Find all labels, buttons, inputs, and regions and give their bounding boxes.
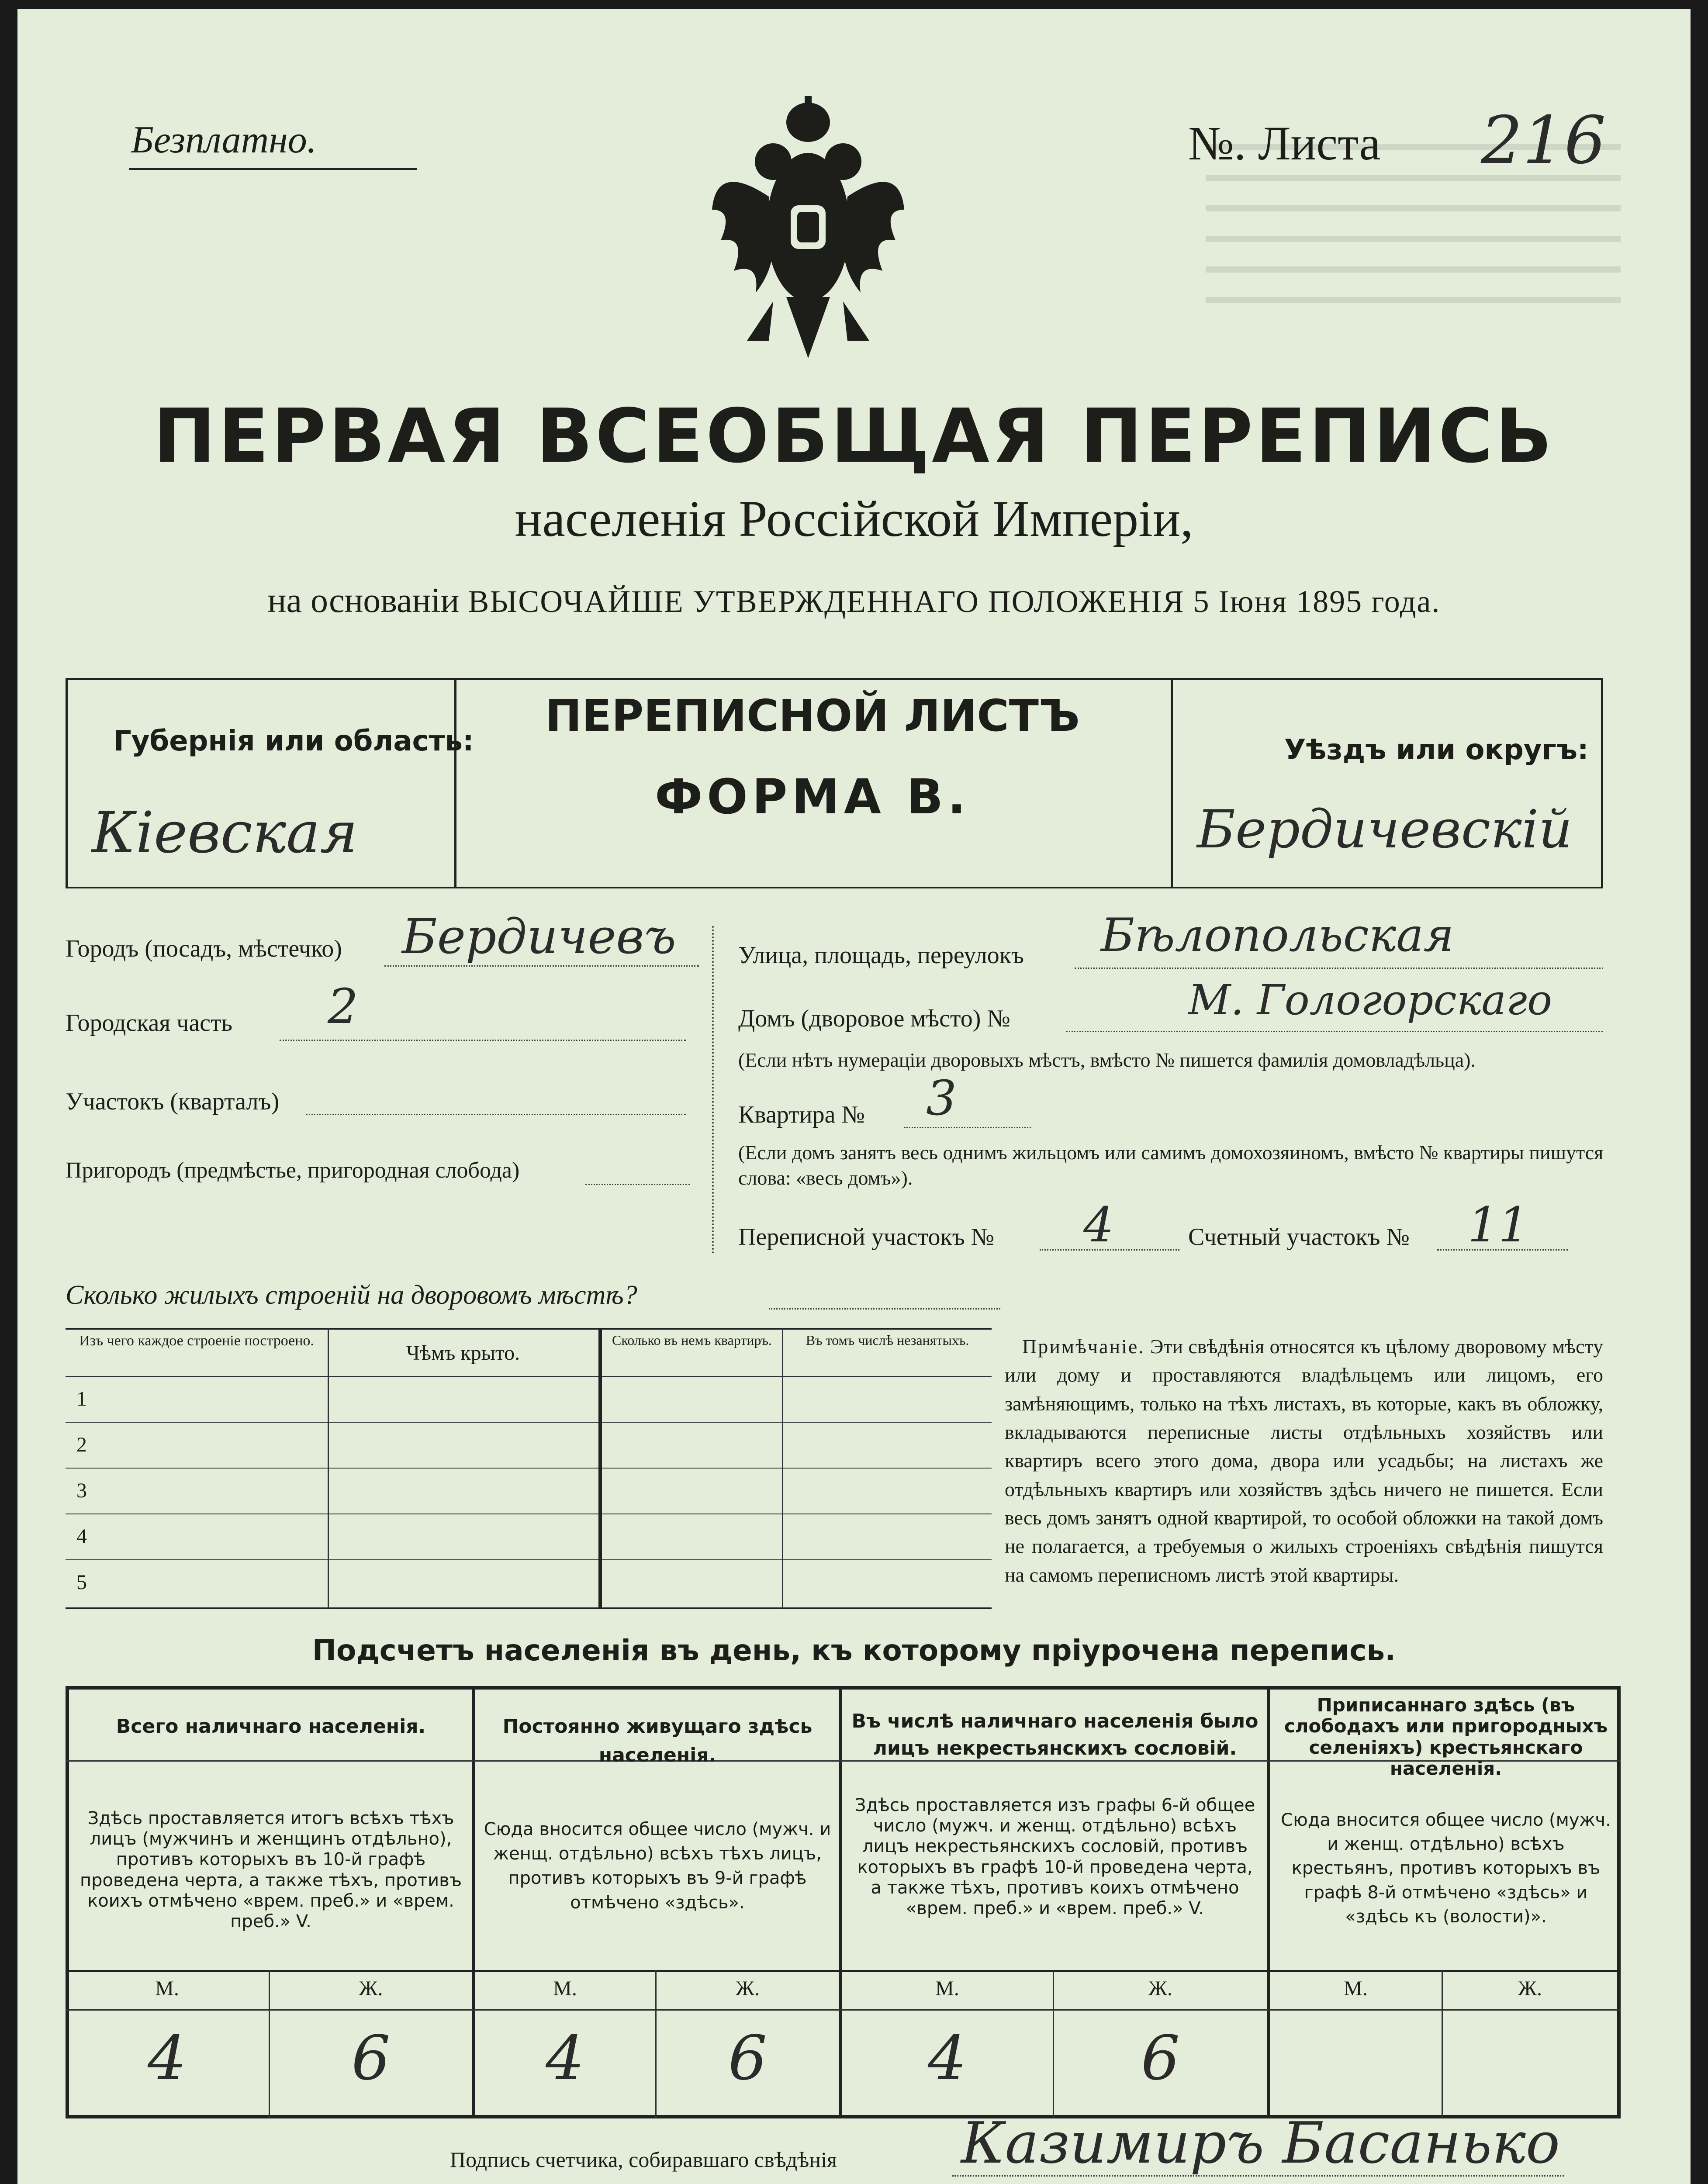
tally-m-label: М. [935,1977,959,2000]
uezd-value: Бердичевскій [1197,799,1573,860]
bt-row4 [66,1559,992,1560]
bt-col1 [328,1328,329,1609]
bt-head-vacant: Въ томъ числѣ незанятыхъ. [806,1332,969,1348]
street-value: Бѣлопольская [1101,909,1454,962]
gubernia-value: Кіевская [92,799,358,866]
tally-value-f: 6 [728,2023,768,2094]
bt-row1 [66,1422,992,1423]
note-block [1005,1332,1603,1589]
sheet-number-label: №. Листа [1188,117,1381,170]
tally-f-label: Ж. [1518,1977,1542,2000]
suburb-label: Пригородъ (предмѣстье, пригородная слобода) [66,1158,520,1183]
tt-top [66,1686,1621,1690]
apartment-value: 3 [926,1070,957,1126]
apartment-label: Квартира № [738,1101,865,1128]
house-line [1066,1031,1603,1032]
buildings-table [66,1328,992,1616]
house-value: М. Гологорскаго [1188,976,1552,1024]
bt-row-num: 2 [76,1433,87,1456]
tally-group-head: Постоянно живущаго здѣсь населенія. [502,1715,813,1766]
house-note: (Если нѣтъ нумераціи дворовыхъ мѣстъ, вмѣсто № пишется фамилія домовладѣльца). [738,1049,1476,1071]
bt-row2 [66,1468,992,1469]
count-section-label: Счетный участокъ № [1188,1223,1410,1251]
tt-div3 [1267,1686,1270,2118]
bt-head-apartments: Сколько въ немъ квартиръ. [612,1332,772,1348]
free-label: Безплатно. [131,119,317,161]
legal-basis [17,581,1691,621]
box-rule-bottom [66,887,1603,888]
census-section-line [1040,1249,1179,1251]
apartment-note: (Если домъ занятъ весь однимъ жильцомъ или самимъ домохозяиномъ, вмѣсто № квартиры пишутся слова: «весь домъ»). [738,1141,1604,1189]
bt-row-num: 1 [76,1387,87,1410]
note-heading: Примѣчаніе. [1022,1335,1145,1358]
tally-f-label: Ж. [1148,1977,1172,2000]
apartment-line [904,1127,1031,1128]
tally-value-m: 4 [545,2023,585,2094]
tt-div1 [472,1686,475,2118]
city-part-label: Городская часть [66,1009,233,1037]
bt-header-bottom [66,1376,992,1377]
form-name: ФОРМА В. [655,769,970,825]
count-section-line [1437,1249,1568,1251]
note-text: Эти свѣдѣнія относятся къ цѣлому дворовому мѣсту или дому и проставляются владѣльцемъ или лицомъ, его замѣняющимъ, только на тѣхъ листахъ, въ которые, какъ въ обложку, вкладываются переписные листы отдѣльныхъ хозяйствъ или квартиръ всего этого дома, двора или усадьбы; на листахъ же отдѣльныхъ квартиръ или хозяйствъ здѣсь ничего не пишется. Если весь домъ занятъ одной квартирой, то особой обложки на такой домъ не полагается, а требуемыя о жилыхъ строеніяхъ свѣдѣнія пишутся на самомъ переписномъ листѣ этой квартиры. [1005,1335,1603,1586]
tally-group-desc: Сюда вносится общее число (мужч. и женщ. отдѣльно) всѣхъ крестьянъ, противъ которыхъ въ графѣ 8-й отмѣчено «здѣсь» и «здѣсь къ (волости)». [1281,1810,1611,1927]
imperial-eagle-emblem [708,96,909,376]
form-title: ПЕРЕПИСНОЙ ЛИСТЪ [545,690,1080,741]
census-subtitle: населенія Россійской Имперіи, [515,490,1193,547]
district-line [306,1114,686,1115]
legal-basis-prefix: на основаніи [267,581,460,620]
tt-mf-bottom [66,2009,1621,2011]
suburb-line [585,1184,690,1185]
legal-basis-text: ВЫСОЧАЙШЕ УТВЕРЖДЕННАГО ПОЛОЖЕНІЯ 5 Іюня 1895 года. [468,584,1441,619]
tally-group-head: Всего наличнаго населенія. [116,1715,426,1738]
tally-f-label: Ж. [359,1977,383,2000]
tally-group-desc: Здѣсь проставляется итогъ всѣхъ тѣхъ лицъ (мужчинъ и женщинъ отдѣльно), противъ которыхъ въ 10-й графѣ проведена черта, а также тѣхъ, противъ коихъ отмѣчено «врем. преб.» и «врем. преб.» V. [80,1808,462,1932]
tally-m-label: М. [155,1977,179,2000]
tally-value-f: 6 [1141,2023,1180,2094]
buildings-question: Сколько жилыхъ строеній на дворовомъ мѣстѣ? [66,1280,637,1310]
box-right-edge [1601,678,1603,888]
sheet-number-value: 216 [1481,103,1606,179]
count-section-value: 11 [1468,1197,1529,1253]
tally-m-label: М. [553,1977,577,2000]
tally-value-m: 4 [927,2023,967,2094]
city-part-line [280,1040,686,1041]
tt-mf-top [66,1970,1621,1972]
tally-table [66,1686,1621,2118]
tt-div2 [839,1686,842,2118]
census-form-page [17,9,1691,2184]
bt-row-num: 3 [76,1479,87,1502]
city-part-value: 2 [328,978,358,1034]
signature-line [952,2175,1564,2177]
tally-f-label: Ж. [735,1977,760,2000]
tally-group-head: Въ числѣ наличнаго населенія было лицъ некрестьянскихъ сословій. [851,1710,1259,1759]
district-label: Участокъ (кварталъ) [66,1088,280,1115]
city-value: Бердичевъ [402,909,676,964]
city-line [384,965,699,967]
census-section-label: Переписной участокъ № [738,1223,995,1251]
tally-group-desc: Сюда вносится общее число (мужч. и женщ. отдѣльно) всѣхъ тѣхъ лицъ, противъ которыхъ въ 9-й графѣ отмѣчено «здѣсь». [484,1819,831,1913]
census-section-value: 4 [1083,1197,1114,1253]
tally-m-label: М. [1344,1977,1368,2000]
bt-top [66,1328,992,1330]
bt-bottom [66,1607,992,1609]
free-underline [129,168,417,170]
tt-right [1617,1686,1621,2118]
house-label: Домъ (дворовое мѣсто) № [738,1005,1010,1032]
uezd-label: Уѣздъ или округъ: [1284,734,1589,766]
tally-group-desc: Здѣсь проставляется изъ графы 6-й общее число (мужч. и женщ. отдѣльно) всѣхъ лицъ некрестьянскихъ сословій, противъ которыхъ въ графѣ 10-й проведена черта, а также тѣхъ, противъ коихъ отмѣчено «врем. преб.» и «врем. преб.» V. [854,1795,1255,1918]
address-divider [712,926,714,1254]
bt-row-num: 5 [76,1571,87,1594]
box-rule-top [66,678,1603,680]
buildings-question-line [769,1308,1000,1310]
enumerator-signature: Казимиръ Басанько [961,2110,1560,2176]
street-line [1075,968,1603,969]
tally-title: Подсчетъ населенія въ день, къ которому пріурочена перепись. [312,1634,1396,1667]
bt-col2 [598,1328,602,1609]
bt-head-material: Изъ чего каждое строеніе построено. [79,1333,314,1349]
gubernia-label: Губернія или область: [114,725,474,757]
box-divider-2 [1171,678,1173,888]
city-label: Городъ (посадъ, мѣстечко) [66,935,342,962]
tally-value-m: 4 [147,2023,187,2094]
signature-label: Подпись счетчика, собиравшаго свѣдѣнія [450,2147,837,2172]
tally-group-head: Приписаннаго здѣсь (въ слободахъ или пригородныхъ селеніяхъ) крестьянскаго населенія. [1284,1694,1608,1779]
box-left-edge [66,678,68,888]
census-title: ПЕРВАЯ ВСЕОБЩАЯ ПЕРЕПИСЬ [153,393,1555,480]
tally-value-f: 6 [351,2023,391,2094]
bt-head-roof: Чѣмъ крыто. [406,1341,520,1365]
bt-col3 [782,1328,783,1609]
bt-row-num: 4 [76,1525,87,1548]
street-label: Улица, площадь, переулокъ [738,942,1024,969]
